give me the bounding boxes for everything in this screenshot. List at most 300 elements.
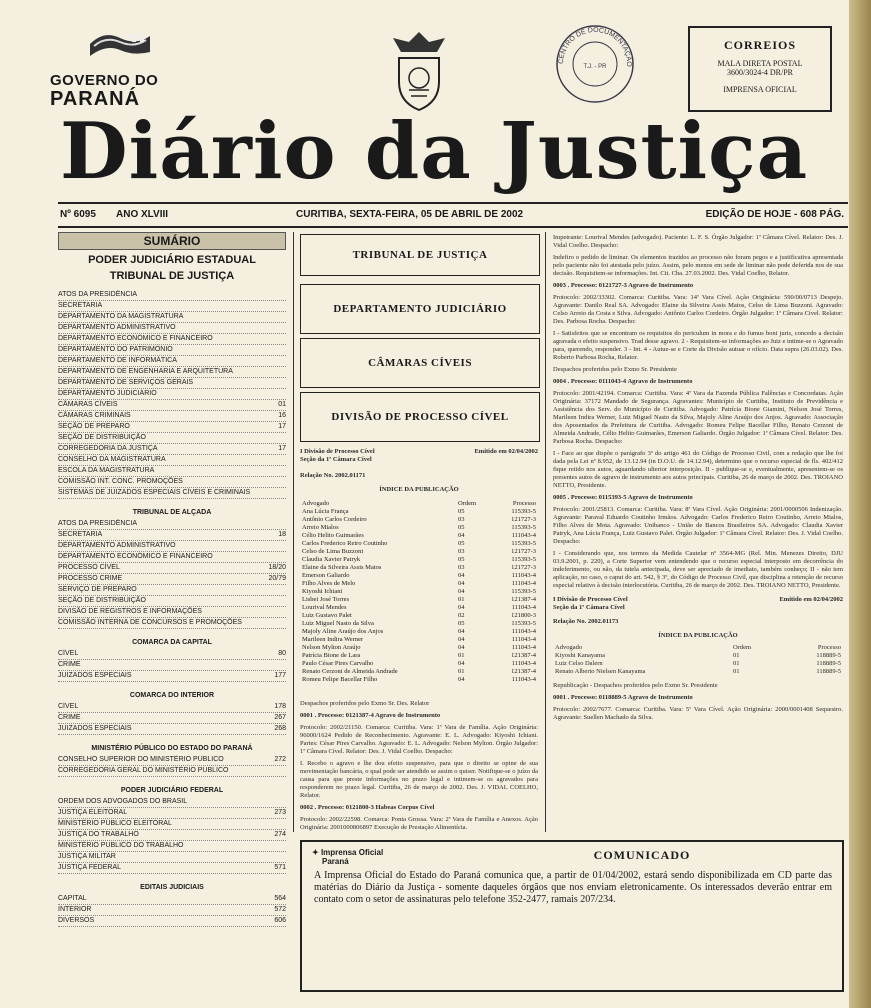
- cell-a: Lisbet José Torres: [302, 596, 350, 603]
- cell-o: 05: [458, 540, 465, 547]
- entry-page: 572: [274, 906, 286, 913]
- division-label: I Divisão de Processo Cível: [300, 448, 375, 455]
- comunicado-text: A Imprensa Oficial do Estado do Paraná comunica que, a partir de 01/04/2002, estará sendo disponibilizada em CD parte das matérias do Diário da Justiça - somente daqueles órgãos que nos enviam eletronicamente. Os interessados deverão entrar em contato com o setor de assinaturas pelo telefone 352-2477, ramais 207/234.: [314, 870, 832, 905]
- interior-heading: COMARCA DO INTERIOR: [129, 692, 215, 699]
- entry-page: 178: [274, 703, 286, 710]
- table-row: [300, 668, 538, 676]
- cell-a: Antônio Carlos Cordeiro: [302, 516, 367, 523]
- table-row: [300, 636, 538, 644]
- entry-name: SERVIÇO DE PREPARO: [58, 586, 137, 593]
- governo-parana-logo: [50, 28, 160, 108]
- entry-name: DEPARTAMENTO JUDICIÁRIO: [58, 390, 157, 397]
- cell-p: 115393-5: [511, 540, 536, 547]
- cell-p: 121727-3: [511, 516, 536, 523]
- sumario-entry: [58, 671, 286, 682]
- cell-o: 04: [458, 660, 465, 667]
- cell-a: Kiyoshi Ichiani: [302, 588, 343, 595]
- entry-name: COMISSÃO INT. CONC. PROMOÇÕES: [58, 478, 183, 485]
- federal-list: [58, 797, 286, 874]
- sumario-entry: [58, 808, 286, 819]
- gov-line2: PARANÁ: [50, 88, 141, 110]
- masthead-title: Diário da Justiça: [60, 106, 809, 197]
- table-row: [300, 596, 538, 604]
- sumario-entry: [58, 863, 286, 874]
- sumario-entry: [58, 530, 286, 541]
- table-row: [300, 564, 538, 572]
- interior-list: [58, 702, 286, 735]
- comunicado-box: [300, 840, 844, 992]
- entry-name: JUIZADOS ESPECIAIS: [58, 672, 132, 679]
- entry-name: CÍVEL: [58, 703, 79, 710]
- process-heading: 0001 . Processo: 0118889-5 Agravo de Instrumento: [553, 694, 693, 701]
- correios-title: CORREIOS: [723, 38, 796, 52]
- paragraph: Impetrante: Lourival Mendes (advogado). Paciente: L. F. S. Órgão Julgador: 1ª Câmara Cível. Relator: Des. J. Vidal Coelho. Despacho:: [553, 234, 843, 249]
- paragraph: I - Considerando que, nos termos da Medida Cautelar nº 3564-MG (Rel. Min. Menezes Direito, DJU 03.9.2001, p. 220), a Corte Superior vem entendendo que o recurso especial interposto em decorrência do indeferimento, ou não, da tutela antecipada, deve ser apreciado de imediato, também conheço; II - não tem aplicação, no caso, o caput do art. 542, § 3º, do Código de Processo Civil, que disciplina a retenção de recurso especial relativo à decisão interlocutória. Curitiba, 26 de março de 2002. Des. TROIANO NETTO, Presidente.: [553, 550, 843, 589]
- cell-o: 04: [458, 636, 465, 643]
- year: ANO XLVIII: [116, 209, 169, 220]
- sumario-column: [58, 232, 286, 1002]
- process-heading: 0001 . Processo: 0121387-4 Agravo de Instrumento: [300, 712, 441, 719]
- entry-name: CORREGEDORIA GERAL DO MINISTÉRIO PÚBLICO: [58, 767, 229, 774]
- entry-name: JUIZADOS ESPECIAIS: [58, 725, 132, 732]
- entry-name: SECRETARIA: [58, 531, 103, 538]
- index-table: [300, 500, 538, 684]
- section-label: Seção da 1ª Câmara Cível: [300, 456, 372, 463]
- cell-o: 03: [458, 564, 465, 571]
- capital-list: [58, 649, 286, 682]
- entry-page: 274: [274, 831, 286, 838]
- entry-name: COMISSÃO INTERNA DE CONCURSOS E PROMOÇÕES: [58, 619, 242, 626]
- table-row: [300, 644, 538, 652]
- comunicado-title: COMUNICADO: [593, 848, 691, 862]
- sumario-entry: [58, 290, 286, 301]
- sumario-entry: [58, 552, 286, 563]
- entry-name: CÂMARAS CRIMINAIS: [58, 412, 131, 419]
- paragraph: I. Recebo o agravo e lhe dou efeito suspensivo, para que o direito se opine de sua movimentação bancária, o qual pode ser atendido se assim o quiser. Notifique-se o juízo da causa para que preste informações no prazo legal e intimem-se os agravados para responderem no prazo legal. Curitiba, 26 de março de 2002. Des. J. VIDAL COELHO, Relator.: [300, 760, 538, 799]
- sumario-entry: [58, 541, 286, 552]
- paragraph: Indefiro o pedido de liminar. Os elementos trazidos ao processo não foram pegos e a justificativa apresentada pelo paciente não foi atestada pelo juízo. Assim, pelo menos em sede de liminar não pode deferida nos de sua decisão. Requisitem-se informações. Int. Cit. Cba. 27.03.2002. Des. Vidal Coelho, Relator.: [553, 254, 843, 277]
- paragraph: Protocolo: 2002/21150. Comarca: Curitiba. Vara: 1ª Vara de Família. Ação Originária: 96000/1624 Pedido de Reconhecimento. Agravante: E. L. Advogado: Kiyoshi Ichiani. Partes: César Pires Carvalho. Agravado: E. L. Advogado: Nelson Mylton. Órgão Julgador: 1ª Câmara Cível. Relator: Des. J. Vidal Coelho. Despacho:: [300, 724, 538, 755]
- cell-a: Ana Lúcia França: [302, 508, 349, 515]
- sumario-entry: [58, 596, 286, 607]
- cell-o: 05: [458, 524, 465, 531]
- table-row: [300, 524, 538, 532]
- cell-o: 04: [458, 628, 465, 635]
- imprensa-logo: ✦ Imprensa Oficial Paraná: [312, 848, 384, 866]
- cell-a: Emerson Galiardo: [302, 572, 350, 579]
- index-title: ÍNDICE DA PUBLICAÇÃO: [379, 486, 459, 493]
- entry-name: DIVERSOS: [58, 917, 95, 924]
- issue-number: Nº 6095: [60, 209, 96, 220]
- entry-page: 18: [278, 531, 286, 538]
- entry-name: DEPARTAMENTO DO PATRIMÔNIO: [58, 346, 173, 353]
- relation-number: Relação No. 2002.01171: [300, 472, 366, 479]
- entry-page: 268: [274, 725, 286, 732]
- entry-name: CORREGEDORIA DA JUSTIÇA: [58, 445, 158, 452]
- paragraph: Protocolo: 2001/42194. Comarca: Curitiba. Vara: 4ª Vara da Fazenda Pública Falências e Concordatas. Ação Originária: 37172 Mandado de Segurança. Agravantes: Município de Curitiba, Instituto de Previdência e Assistência dos Serv. do Município de Curitiba. Advogado: Patrícia Bione Giamini, Nelson José Torres, Marileen Indira Werner, Luiz Miguel Nasto da Silva, Majoly Aline Araújo dos Anjos. Agravado: Associação dos Aposentados da Prefeitura de Curitiba. Advogado: Romeu Felipe Bacellar Filho, Renato Cerzoni de Almeida Andrade, Célio Helito Guimarães, Emerson Galiardo. Órgão Julgador: 1ª Câmara Cível. Relator: Des. Parbosa Rocha. Despacho:: [553, 390, 843, 445]
- cell-o: 05: [458, 508, 465, 515]
- entry-page: 177: [274, 672, 286, 679]
- cell-a: Paulo César Pires Carvalho: [302, 660, 374, 667]
- cell-a: Célio Helito Guimarães: [302, 532, 364, 539]
- sumario-entry: [58, 702, 286, 713]
- cell-o: 04: [458, 580, 465, 587]
- federal-heading: PODER JUDICIÁRIO FEDERAL: [120, 787, 224, 794]
- cell-a: Patrícia Bione de Lara: [302, 652, 361, 659]
- entry-page: 16: [278, 412, 286, 419]
- sumario-entry: [58, 367, 286, 378]
- cell-a: Kiyoshi Kanayama: [555, 652, 606, 659]
- entry-name: CONSELHO SUPERIOR DO MINISTÉRIO PÚBLICO: [58, 756, 224, 763]
- entry-name: PROCESSO CRIME: [58, 575, 123, 582]
- center-header: [300, 448, 538, 494]
- cell-p: 121727-3: [511, 564, 536, 571]
- cell-p: 121387-4: [511, 652, 536, 659]
- editais-heading: EDITAIS JUDICIAIS: [140, 884, 204, 891]
- entry-page: 20/79: [268, 575, 286, 582]
- entry-page: 272: [274, 756, 286, 763]
- sumario-entry: [58, 400, 286, 411]
- cell-p: 111043-4: [511, 572, 536, 579]
- cell-a: Filho Alves de Melo: [302, 580, 356, 587]
- entry-name: PROCESSO CÍVEL: [58, 564, 120, 571]
- cell-p: 111043-4: [511, 644, 536, 651]
- entry-name: DEPARTAMENTO DA MAGISTRATURA: [58, 313, 184, 320]
- sumario-entry: [58, 755, 286, 766]
- cell-p: 121387-4: [511, 596, 536, 603]
- editais-list: [58, 894, 286, 927]
- table-row: [553, 652, 843, 660]
- entry-page: 564: [274, 895, 286, 902]
- cell-p: 111043-4: [511, 676, 536, 683]
- cell-o: 04: [458, 532, 465, 539]
- sumario-entry: [58, 334, 286, 345]
- cell-o: 04: [458, 644, 465, 651]
- entry-page: 80: [278, 650, 286, 657]
- cell-p: 118889-5: [816, 660, 841, 667]
- paragraph: I - Face ao que dispõe o parágrafo 3º do artigo 461 do Código de Processo Civil, com a redação que lhe foi dada pela Lei nº 8.952, de 13.12.94 (in D.O.U. de 14.12.94), determino que o recurso especial de fls. 402/412 fique retido nos autos, aguardando ulterior interposição. II - publique-se e, eventualmente, apresentem-se os presentes autos de agravo de instrumento aos autos principais. Curitiba, 26 de março de 2002. Des. TROIANO NETTO, Presidente.: [553, 450, 843, 489]
- entry-name: CRIME: [58, 661, 81, 668]
- sumario-entry: [58, 841, 286, 852]
- entry-name: INTERIOR: [58, 906, 92, 913]
- coat-of-arms-icon: [385, 30, 453, 114]
- index-table-2: [553, 644, 843, 676]
- cell-p: 115393-5: [511, 588, 536, 595]
- date-line: CURITIBA, SEXTA-FEIRA, 05 DE ABRIL DE 2002: [296, 209, 524, 220]
- paragraph: I - Satisfeitos que se encontram os requisitos do periculum in mora e do fumus boni juris, concedo a decisão agravada o efeito suspensivo. Trad desse agravo. 2 - Requisitem-se informações ao Juiz e intime-se o Agravado para, querendo, responder. 3 - Int. 4 - Autue-se e Corte da Divisão autuar o ofício. Data supra (26.03.02). Des. Roberto Parbosa Rocha, Relator.: [553, 330, 843, 361]
- sumario-entry: [58, 301, 286, 312]
- cell-a: Luiz Celso Dalern: [555, 660, 603, 667]
- table-row: [300, 628, 538, 636]
- right-column: [553, 234, 843, 726]
- entry-name: JUSTIÇA FEDERAL: [58, 864, 122, 871]
- cell-p: 111043-4: [511, 628, 536, 635]
- box-camaras: CÂMARAS CÍVEIS: [300, 338, 540, 388]
- entry-name: SEÇÃO DE PREPARO: [58, 423, 130, 430]
- entry-name: SISTEMAS DE JUIZADOS ESPECIAIS CÍVEIS E CRIMINAIS: [58, 489, 251, 496]
- sumario-entry: [58, 345, 286, 356]
- process-heading: 0002 . Processo: 0121800-3 Habeas Corpus Cível: [300, 804, 435, 811]
- entry-name: DEPARTAMENTO ADMINISTRATIVO: [58, 324, 176, 331]
- table-row: [300, 612, 538, 620]
- paragraph: Protocolo: 2001/25813. Comarca: Curitiba. Vara: 8ª Vara Cível. Ação Originária: 2001/0000506 Indenização. Agravante: Paraval Eduardo Coutinho Irmãos. Advogado: Carlos Frederico Reiro Coutinho, Arreio Mialos, Filho Alves de Mota. Agravado: Unibanco - União de Bancos Brasileiros SA. Advogado: Claudia Xavier Patryk, Ana Lúcia França, Luiz Gustavo Palet. Órgão Julgador: 1ª Câmara Cível. Relator: Des. J. Vidal Coelho. Despacho:: [553, 506, 843, 545]
- cell-o: 05: [458, 620, 465, 627]
- table-row: [300, 548, 538, 556]
- cell-o: 04: [458, 588, 465, 595]
- table-row: [300, 516, 538, 524]
- sumario-entry: [58, 477, 286, 488]
- sumario-entry: [58, 916, 286, 927]
- entry-name: DIVISÃO DE REGISTROS E INFORMAÇÕES: [58, 608, 202, 615]
- box-divisao: DIVISÃO DE PROCESSO CÍVEL: [300, 392, 540, 442]
- entry-name: DEPARTAMENTO ECONÔMICO E FINANCEIRO: [58, 335, 213, 342]
- entry-name: DEPARTAMENTO DE SERVIÇOS GERAIS: [58, 379, 194, 386]
- entry-name: SEÇÃO DE DISTRIBUIÇÃO: [58, 597, 146, 604]
- sumario-entry: [58, 312, 286, 323]
- cell-o: 01: [458, 668, 465, 675]
- page-edge: [849, 0, 871, 1008]
- sumario-entry: [58, 323, 286, 334]
- entry-name: CONSELHO DA MAGISTRATURA: [58, 456, 166, 463]
- entry-page: 571: [274, 864, 286, 871]
- cell-a: Romeu Felipe Bacellar Filho: [302, 676, 378, 683]
- gov-line1: GOVERNO DO: [50, 72, 159, 89]
- emitted-date: Emitido em 02/04/2002: [779, 596, 843, 603]
- cell-p: 111043-4: [511, 580, 536, 587]
- cell-p: 115393-5: [511, 508, 536, 515]
- tj-list: [58, 290, 286, 499]
- cell-p: 118889-5: [816, 668, 841, 675]
- paragraph: Protocolo: 2002/33302. Comarca: Curitiba. Vara: 14ª Vara Cível. Ação Originária: 590/00/0713 Despejo. Agravante: Danilo Real SA. Advogado: Elaine da Silveira Assis Matos, Celso de Lima Buzzoni. Agravado: Celso Arreio da Costa e Silva. Advogado: Antônio Carlos Cordeiro. Órgão Julgador: 1ª Câmara Cível. Relator: Des. Parbosa Rocha. Despacho:: [553, 294, 843, 325]
- table-row: [300, 660, 538, 668]
- table-row: [300, 572, 538, 580]
- cell-p: 115393-5: [511, 620, 536, 627]
- sumario-entry: [58, 488, 286, 499]
- stamp-sub: T.J. - PR: [583, 64, 607, 70]
- sumario-entry: [58, 585, 286, 596]
- section-label: Seção da 1ª Câmara Cível: [553, 604, 625, 611]
- cell-o: 04: [458, 604, 465, 611]
- despachos-note: Despachos proferidos pelo Exmo Sr. Des. Relator: [300, 700, 430, 707]
- stamp-text: CENTRO DE DOCUMENTAÇÃO: [557, 26, 633, 67]
- table-row: [300, 532, 538, 540]
- sumario-entry: [58, 724, 286, 735]
- tribunal-heading: TRIBUNAL DE JUSTIÇA: [109, 270, 235, 282]
- sumario-entry: [58, 433, 286, 444]
- table-row: [553, 660, 843, 668]
- cell-a: Elaine da Silveira Assis Matos: [302, 564, 382, 571]
- cell-a: Carlos Frederico Reiro Coutinho: [302, 540, 388, 547]
- box-departamento: DEPARTAMENTO JUDICIÁRIO: [300, 284, 540, 334]
- index-head: Advogado Ordem Processo: [302, 500, 536, 507]
- cell-a: Renato Alberto Nielsen Kanayama: [555, 668, 646, 675]
- cell-a: Luiz Miguel Nasto da Silva: [302, 620, 374, 627]
- sumario-entry: [58, 574, 286, 585]
- process-heading: 0003 . Processo: 0121727-3 Agravo de Instrumento: [553, 282, 694, 289]
- sumario-entry: [58, 563, 286, 574]
- entry-name: CÍVEL: [58, 650, 79, 657]
- entry-name: DEPARTAMENTO ADMINISTRATIVO: [58, 542, 176, 549]
- correios-line1: MALA DIRETA POSTAL: [717, 59, 803, 68]
- cell-o: 01: [733, 652, 740, 659]
- sumario-entry: [58, 797, 286, 808]
- entry-page: 01: [278, 401, 286, 408]
- cell-p: 111043-4: [511, 660, 536, 667]
- capital-heading: COMARCA DA CAPITAL: [132, 639, 212, 646]
- sumario-entry: [58, 607, 286, 618]
- sumario-entry: [58, 356, 286, 367]
- cell-o: 03: [458, 548, 465, 555]
- mp-heading: MINISTÉRIO PÚBLICO DO ESTADO DO PARANÁ: [91, 745, 253, 752]
- entry-page: 606: [274, 917, 286, 924]
- entry-name: CAPITAL: [58, 895, 87, 902]
- process-heading: 0005 . Processo: 0115393-5 Agravo de Instrumento: [553, 494, 693, 501]
- correios-line3: IMPRENSA OFICIAL: [723, 85, 797, 94]
- svg-text:CENTRO DE DOCUMENTAÇÃO: [558, 27, 634, 67]
- table-row: [300, 540, 538, 548]
- entry-page: 267: [274, 714, 286, 721]
- sumario-entry: [58, 660, 286, 671]
- cell-o: 01: [458, 652, 465, 659]
- cell-o: 04: [458, 676, 465, 683]
- sumario-entry: [58, 713, 286, 724]
- cell-p: 118889-5: [816, 652, 841, 659]
- cell-o: 04: [458, 572, 465, 579]
- entry-name: ESCOLA DA MAGISTRATURA: [58, 467, 155, 474]
- table-row: [300, 604, 538, 612]
- cell-o: 01: [733, 668, 740, 675]
- sumario-entry: [58, 819, 286, 830]
- sumario-entry: [58, 444, 286, 455]
- cell-o: 01: [458, 596, 465, 603]
- sumario-entry: [58, 389, 286, 400]
- table-row: [300, 508, 538, 516]
- alcada-list: [58, 519, 286, 629]
- cell-p: 121727-3: [511, 548, 536, 555]
- sumario-entry: [58, 852, 286, 863]
- paragraph: Republicação - Despachos proferidos pelo Exmo Sr. Presidente: [553, 682, 718, 689]
- cell-a: Arreio Mialos: [302, 524, 339, 531]
- sumario-entry: [58, 411, 286, 422]
- box-tribunal: TRIBUNAL DE JUSTIÇA: [300, 234, 540, 276]
- entry-name: DEPARTAMENTO ECONÔMICO E FINANCEIRO: [58, 553, 213, 560]
- entry-page: 273: [274, 809, 286, 816]
- process-heading: 0004 . Processo: 0111043-4 Agravo de Instrumento: [553, 378, 693, 385]
- cell-a: Luiz Gustavo Palet: [302, 612, 352, 619]
- entry-name: MINISTÉRIO PÚBLICO ELEITORAL: [58, 820, 172, 827]
- cell-p: 121800-3: [511, 612, 536, 619]
- sumario-entry: [58, 618, 286, 629]
- flag-icon: [88, 30, 152, 58]
- sumario-entry: [58, 466, 286, 477]
- info-bar: [58, 202, 848, 228]
- poder-heading: PODER JUDICIÁRIO ESTADUAL: [88, 254, 256, 266]
- sumario-entry: [58, 455, 286, 466]
- cell-p: 115393-5: [511, 556, 536, 563]
- entry-name: DEPARTAMENTO DE INFORMÁTICA: [58, 357, 177, 364]
- alcada-heading: TRIBUNAL DE ALÇADA: [132, 509, 212, 516]
- emitted-date: Emitido em 02/04/2002: [474, 448, 538, 455]
- index-title: ÍNDICE DA PUBLICAÇÃO: [658, 632, 738, 639]
- center-body: [300, 700, 538, 836]
- cell-p: 115393-5: [511, 524, 536, 531]
- cell-a: Celso de Lima Buzzoni: [302, 548, 364, 555]
- sumario-title: SUMÁRIO: [58, 232, 286, 250]
- entry-name: ORDEM DOS ADVOGADOS DO BRASIL: [58, 798, 188, 805]
- sumario-entry: [58, 519, 286, 530]
- sumario-entry: [58, 905, 286, 916]
- cell-p: 121387-4: [511, 668, 536, 675]
- column-divider: [545, 232, 546, 832]
- sumario-entry: [58, 422, 286, 433]
- cell-p: 111043-4: [511, 604, 536, 611]
- entry-name: ATOS DA PRESIDÊNCIA: [58, 520, 138, 527]
- table-row: [300, 588, 538, 596]
- entry-name: JUSTIÇA DO TRABALHO: [58, 831, 139, 838]
- column-divider: [293, 232, 294, 832]
- cell-p: 111043-4: [511, 532, 536, 539]
- entry-name: MINISTÉRIO PÚBLICO DO TRABALHO: [58, 842, 184, 849]
- cell-o: 05: [458, 556, 465, 563]
- edition-pages: EDIÇÃO DE HOJE - 608 PÁG.: [705, 209, 844, 220]
- cell-p: 111043-4: [511, 636, 536, 643]
- cell-o: 01: [733, 660, 740, 667]
- sumario-entry: [58, 766, 286, 777]
- cell-a: Claudia Xavier Patryk: [302, 556, 361, 563]
- sumario-entry: [58, 894, 286, 905]
- index-head: Advogado Ordem Processo: [555, 644, 841, 651]
- paragraph: Protocolo: 2002/7677. Comarca: Curitiba. Vara: 5ª Vara Cível. Ação Originária: 2000/0001408 Sequestro. Agravante: Suellen Machado da Silva.: [553, 706, 843, 721]
- table-row: [300, 676, 538, 684]
- table-row: [300, 556, 538, 564]
- sumario-entry: [58, 830, 286, 841]
- sumario-entry: [58, 649, 286, 660]
- cell-o: 03: [458, 516, 465, 523]
- cell-a: Lourival Mendes: [302, 604, 347, 611]
- entry-name: JUSTIÇA ELEITORAL: [58, 809, 128, 816]
- paragraph: Despachos proferidos pelo Exmo Sr. Presidente: [553, 366, 677, 373]
- entry-name: SECRETARIA: [58, 302, 103, 309]
- cell-a: Nelson Mylton Araújo: [302, 644, 361, 651]
- entry-name: SEÇÃO DE DISTRIBUIÇÃO: [58, 434, 146, 441]
- paragraph: Protocolo: 2002/22598. Comarca: Ponta Grossa. Vara: 2ª Vara de Família e Anexos. Ação Originária: 2001000806897 Execução de Prestação Alimentícia.: [300, 816, 538, 831]
- table-row: [300, 652, 538, 660]
- logo-icon: ✦: [312, 848, 321, 857]
- entry-page: 17: [278, 423, 286, 430]
- table-row: [300, 620, 538, 628]
- correios-line2: 3600/3024-4 DR/PR: [726, 68, 793, 77]
- cell-a: Renato Cerzoni de Almeida Andrade: [302, 668, 398, 675]
- entry-name: JUSTIÇA MILITAR: [58, 853, 116, 860]
- relation-number: Relação No. 2002.01173: [553, 618, 619, 625]
- entry-name: DEPARTAMENTO DE ENGENHARIA E ARQUITETURA: [58, 368, 233, 375]
- mp-list: [58, 755, 286, 777]
- correios-box: [688, 26, 832, 112]
- entry-name: CÂMARAS CÍVEIS: [58, 401, 118, 408]
- documentation-stamp-icon: [553, 22, 637, 106]
- cell-o: 02: [458, 612, 465, 619]
- entry-name: CRIME: [58, 714, 81, 721]
- division-label: I Divisão de Processo Cível: [553, 596, 628, 603]
- cell-a: Marileen Indira Werner: [302, 636, 364, 643]
- table-row: [553, 668, 843, 676]
- entry-page: 18/20: [268, 564, 286, 571]
- table-row: [300, 580, 538, 588]
- cell-a: Majoly Aline Araújo dos Anjos: [302, 628, 384, 635]
- entry-page: 17: [278, 445, 286, 452]
- entry-name: ATOS DA PRESIDÊNCIA: [58, 291, 138, 298]
- sumario-entry: [58, 378, 286, 389]
